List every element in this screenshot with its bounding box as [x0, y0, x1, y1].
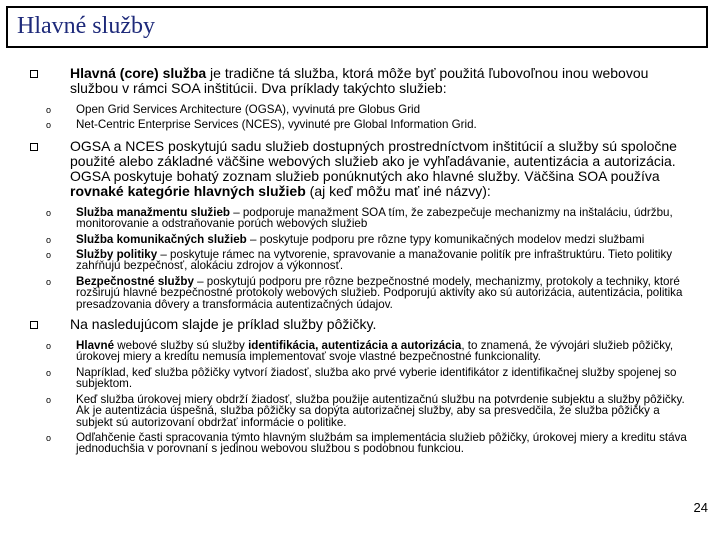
text-run: Net-Centric Enterprise Services (NCES), vyvinuté pre Global Information Grid. [76, 118, 477, 132]
text-run: – poskytuje rámec na vytvorenie, spravovanie a manažovanie politík pre infraštruktúru. Tieto politiky zahŕňujú bezpečnosť, alokáciu zdrojov a výkonnosť. [76, 248, 673, 273]
circle-bullet-icon: o [46, 250, 52, 261]
circle-bullet-icon: o [46, 367, 52, 378]
circle-bullet-icon: o [46, 432, 52, 443]
text-run: OGSA a NCES poskytujú sadu služieb dostupných prostredníctvom inštitúcií a služby sú spoločne použité alebo základné väčšine webových služieb ako je vyhľadávanie, autentizácia a autorizácia. OGSA poskytuje bohatý zoznam služieb ponúknutých ako hlavné služby. Väčšina SOA používa [70, 137, 677, 184]
square-bullet-icon [30, 321, 38, 329]
sub-bullet-item [0, 234, 720, 245]
sub-bullet-item [0, 249, 720, 272]
text-run: , to znamená, že vývojári služieb pôžičky, úrokovej miery a kreditu nemusia implementovať svoje vlastné bezpečnostné funkcionality. [76, 339, 674, 364]
text-run: Keď služba úrokovej miery obdrží žiadosť, služba použije autentizačnú službu na potvrdenie subjektu a služby pôžičky. Ak je autentizácia úspešná, služba pôžičky sa dopýta autorizačnej služby, aby sa presvedčila, že služba pôžičky a subjekt sú autorizovaní obdržať informácie o politike. [76, 392, 685, 429]
title-bar [6, 6, 708, 48]
circle-bullet-icon: o [46, 341, 52, 352]
slide-content [0, 66, 720, 455]
sub-bullet-item [0, 432, 720, 455]
circle-bullet-icon: o [46, 105, 52, 115]
text-run: webové služby sú služby [114, 339, 249, 353]
bullet-item [0, 139, 720, 199]
text-run: Služba manažmentu služieb [76, 205, 230, 219]
sub-bullet-item [0, 367, 720, 390]
sub-bullet-item [0, 207, 720, 230]
sub-bullet-item [0, 119, 720, 130]
slide-title: Hlavné služby [17, 13, 155, 39]
text-run: (aj keď môžu mať iné názvy): [305, 182, 491, 199]
text-run: je tradične tá služba, ktorá môže byť použitá ľubovoľnou inou webovou službou v rámci SOA inštitúcii. Dva príklady takýchto služieb: [70, 65, 649, 96]
circle-bullet-icon: o [46, 276, 52, 287]
circle-bullet-icon: o [46, 394, 52, 405]
text-run: rovnaké kategórie hlavných služieb [70, 182, 306, 199]
text-run: Napríklad, keď služba pôžičky vytvorí žiadosť, služba ako prvé vyberie identifikátor z identifikačnej služby spojenej so subjektom. [76, 365, 677, 391]
sub-bullet-item [0, 394, 720, 428]
text-run: Open Grid Services Architecture (OGSA), vyvinutá pre Globus Grid [76, 103, 421, 116]
text-run: – poskytuje podporu pre rôzne typy komunikačných modelov medzi službami [246, 232, 645, 246]
bullet-item [0, 66, 720, 96]
text-run: Na nasledujúcom slajde je príklad služby pôžičky. [70, 316, 377, 333]
text-run: Služby politiky [76, 248, 158, 262]
circle-bullet-icon: o [46, 120, 52, 131]
text-run: identifikácia, autentizácia a autorizácia [248, 339, 462, 353]
text-run: Bezpečnostné služby [76, 274, 194, 288]
text-run: Hlavné [76, 339, 115, 353]
square-bullet-icon [30, 70, 38, 78]
text-run: – poskytujú podporu pre rôzne bezpečnostné modely, mechanizmy, protokoly a techniky, ktoré rozširujú hlavné bezpečnostné protokoly webových služieb. Podporujú aktivity ako sú autorizácia, autentizácia, politika presadzovania dôvery a transformácia autentizačných údajov. [76, 274, 683, 311]
page-number: 24 [693, 500, 708, 515]
sub-bullet-item [0, 340, 720, 363]
circle-bullet-icon: o [46, 207, 52, 218]
circle-bullet-icon: o [46, 234, 52, 245]
text-run: – podporuje manažment SOA tím, že zabezpečuje mechanizmy na inštaláciu, údržbu, monitorovanie a odstraňovanie porúch webových služieb [76, 205, 673, 231]
sub-bullet-item [0, 104, 720, 115]
text-run: Hlavná (core) služba [70, 65, 207, 81]
sub-bullet-item [0, 276, 720, 310]
bullet-item [0, 317, 720, 332]
text-run: Služba komunikačných služieb [76, 232, 247, 246]
text-run: Odľahčenie časti spracovania týmto hlavným službám sa implementácia služieb pôžičky, úrokovej miery a kreditu stáva jednoduchšia v porovnaní s jedinou webovou službou s podobnou funkciou. [76, 430, 687, 456]
square-bullet-icon [30, 143, 38, 151]
bullet-list [0, 66, 720, 455]
